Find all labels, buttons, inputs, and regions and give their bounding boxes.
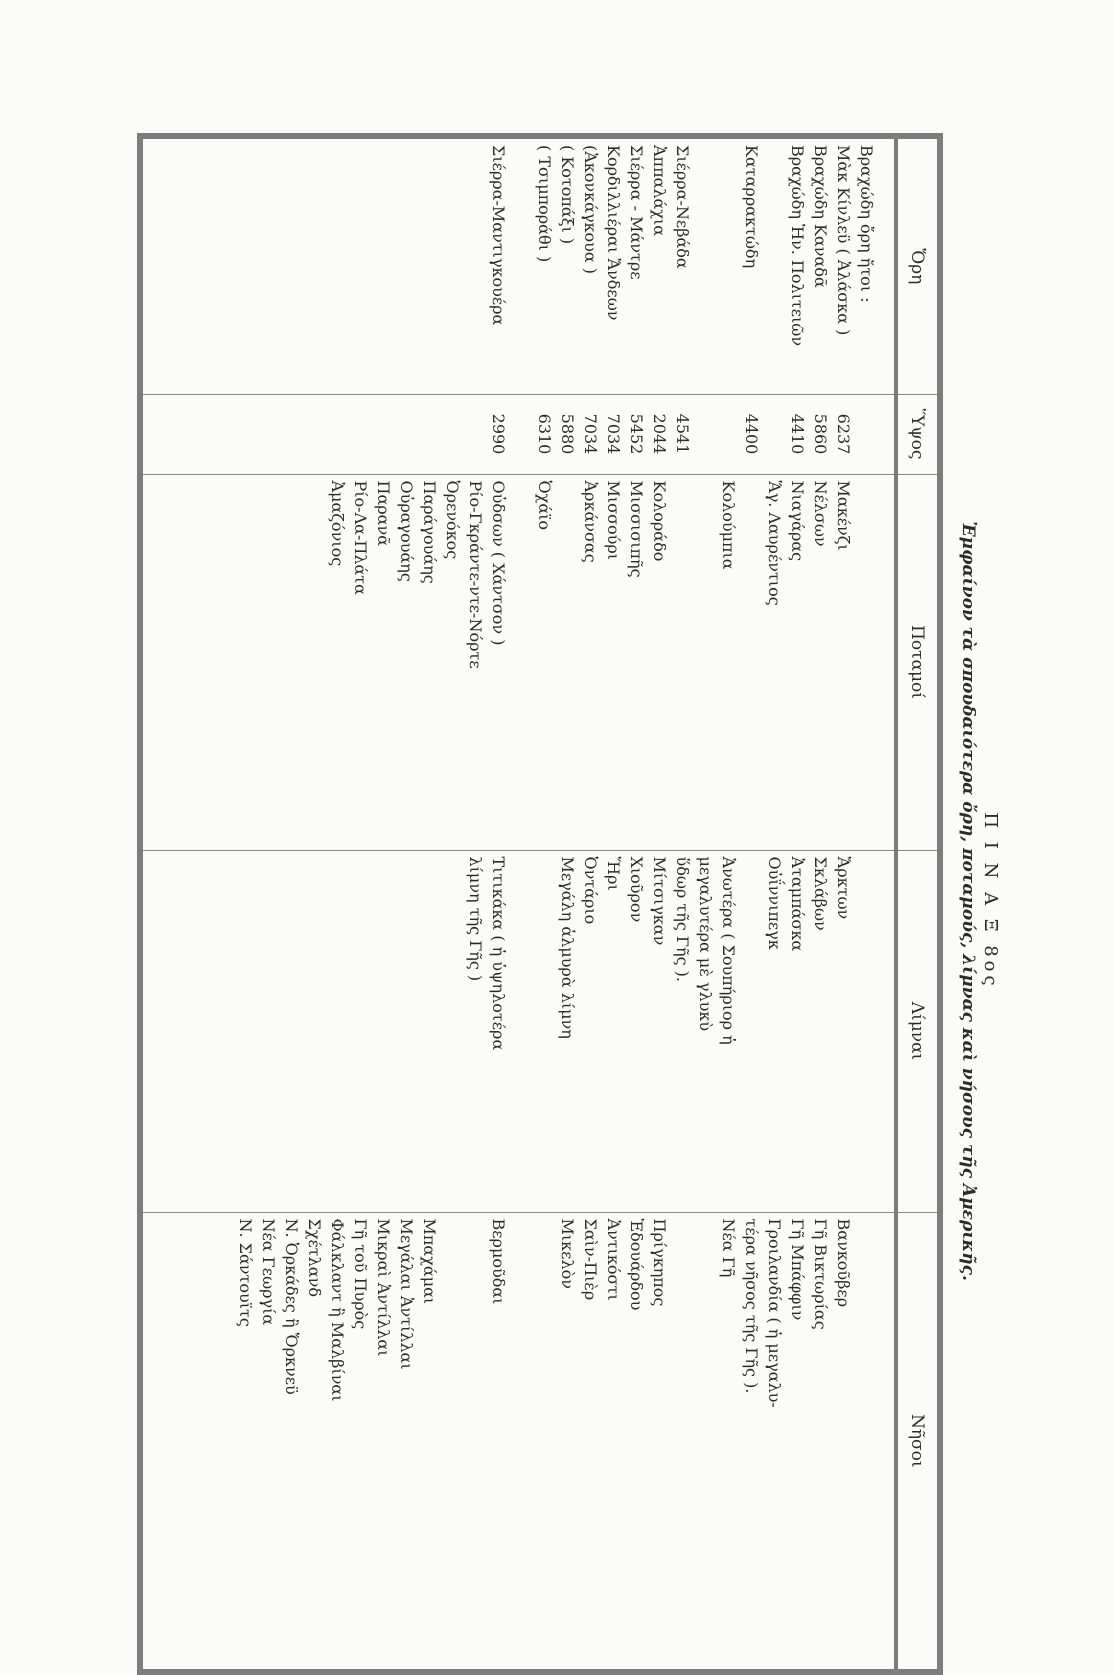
cell-line: [740, 481, 763, 844]
cell-line: Οὐΐννιπεγκ: [765, 856, 784, 950]
cell-line: [533, 1219, 556, 1664]
cell-line: Ὀντάριο: [581, 856, 600, 925]
header-islands: Νῆσοι: [896, 1212, 940, 1672]
cell-line: Τιτικάκα ( ἡ ὑψηλοτέρα: [489, 856, 508, 1051]
cell-line: [510, 401, 533, 468]
cell-line: Ὀρενόκος: [443, 480, 462, 560]
cell-line: Γῆ Βικτωρίας: [811, 1218, 830, 1330]
cell-line: Ἅγ. Λαυρέντιος: [765, 480, 784, 606]
cell-line: Ἀνωτέρα ( Σουπήριορ ἡ: [719, 856, 738, 1045]
cell-line: Οὐδσων ( Χάντσον ): [489, 480, 508, 646]
cell-line: Νέα Γεωργία: [259, 1218, 278, 1326]
cell-line: 6237: [834, 413, 853, 455]
cell-line: [855, 481, 878, 844]
rivers-cell: [140, 474, 896, 850]
cell-line: Μισσούρι: [604, 480, 623, 561]
table-heading: [957, 133, 1001, 1669]
cell-line: 4410: [788, 413, 807, 455]
cell-line: Κορδιλλιέραι Ἄνδεων: [604, 145, 623, 321]
cell-line: Ἤρι: [604, 856, 623, 891]
cell-line: Σχέτλανδ: [305, 1218, 324, 1297]
cell-line: τέρα νῆσος τῆς Γῆς ).: [742, 1218, 761, 1394]
cell-line: Βραχώδη Καναδᾶ: [811, 145, 830, 288]
cell-line: 7034: [604, 413, 623, 455]
cell-line: Βερμοῦδαι: [489, 1218, 508, 1305]
cell-line: Μίτσιγκαν: [650, 856, 669, 946]
cell-line: Βραχώδη ὄρη ἤτοι :: [857, 145, 876, 303]
cell-line: Ν. Ὀρκάδες ἢ Ὄρκνεϋ: [282, 1218, 301, 1395]
cell-line: [671, 481, 694, 844]
cell-line: 5452: [627, 413, 646, 455]
cell-line: [694, 145, 717, 388]
cell-line: [533, 857, 556, 1206]
cell-line: [671, 1219, 694, 1664]
cell-line: Μεγάλαι Ἀντίλλαι: [397, 1218, 416, 1370]
cell-line: [694, 401, 717, 468]
mountains-cell: [140, 136, 896, 394]
cell-line: Κολοράδο: [650, 480, 669, 562]
table-row: [140, 136, 896, 1672]
cell-line: Φάλκλαντ ἢ Μαλβίναι: [328, 1218, 347, 1402]
cell-line: [855, 1219, 878, 1664]
cell-line: μεγαλυτέρα μὲ γλυκὺ: [696, 856, 715, 1032]
cell-line: [441, 1219, 464, 1664]
cell-line: Παρανᾶ: [374, 480, 393, 546]
cell-line: 2990: [489, 413, 508, 455]
header-lakes: Λίμναι: [896, 850, 940, 1212]
cell-line: [855, 857, 878, 1206]
header-row: [896, 136, 940, 1672]
islands-cell: [140, 1212, 896, 1672]
cell-line: Ρίο-Γκράντε-ντε-Νόρτε: [466, 480, 485, 669]
cell-line: Μακένζι: [834, 480, 853, 551]
cell-line: [717, 145, 740, 388]
header-height: Ὕψος: [896, 394, 940, 474]
cell-line: Γῆ Μπάφφιν: [788, 1218, 807, 1321]
cell-line: Καταρρακτώδη: [742, 145, 761, 269]
cell-line: 7034: [581, 413, 600, 455]
cell-line: [763, 401, 786, 468]
cell-line: (Ἀκονκάγκουα ): [581, 145, 600, 275]
cell-line: 4541: [673, 413, 692, 455]
table-subtitle: Ἐμφαίνον τὰ σπουδαιότερα ὄρη, ποταμούς, λίμνας καὶ νήσους τῆς Ἀμερικῆς.: [958, 521, 978, 1281]
cell-line: 4400: [742, 413, 761, 455]
cell-line: Κολούμπια: [719, 480, 738, 570]
cell-line: Βανκοῦβερ: [834, 1218, 853, 1308]
cell-line: Νιαγάρας: [788, 480, 807, 562]
cell-line: 5880: [558, 413, 577, 455]
cell-line: [510, 1219, 533, 1664]
cell-line: ( Τσιμποράθι ): [535, 145, 554, 263]
cell-line: ὕδωρ τῆς Γῆς ).: [673, 856, 692, 982]
cell-line: Γῆ τοῦ Πυρὸς: [351, 1218, 370, 1330]
cell-line: Μισσισιπῆς: [627, 480, 646, 578]
cell-line: Ἐδουάρδου: [627, 1218, 646, 1311]
cell-line: [556, 481, 579, 844]
cell-line: Χιοῦρον: [627, 856, 646, 923]
cell-line: [694, 481, 717, 844]
cell-line: Ἀρκάνσας: [581, 480, 600, 563]
cell-line: Γροιλανδία ( ἡ μεγαλυ-: [765, 1218, 784, 1408]
cell-line: Βραχώδη Ἠν. Πολιτειῶν: [788, 145, 807, 347]
cell-line: Παράγουάης: [420, 480, 439, 584]
cell-line: [510, 481, 533, 844]
cell-line: Ἀμαζόνιος: [328, 480, 347, 567]
cell-line: Ἄρκτων: [834, 856, 853, 920]
cell-line: Σαὶν-Πιὲρ: [581, 1218, 600, 1301]
header-mountains: Ὄρη: [896, 136, 940, 394]
cell-line: [740, 857, 763, 1206]
table-title: Π Ι Ν Α Ξ 8ος: [980, 812, 1001, 990]
cell-line: Νέα Γῆ: [719, 1218, 738, 1278]
cell-line: Ἀντικόστι: [604, 1218, 623, 1301]
lakes-cell: [140, 850, 896, 1212]
cell-line: 6310: [535, 413, 554, 455]
cell-line: Μικραὶ Ἀντίλλαι: [374, 1218, 393, 1357]
cell-line: Σιέρρα - Μάντρε: [627, 145, 646, 280]
cell-line: λίμνη τῆς Γῆς ): [466, 856, 485, 982]
cell-line: Ἀππαλάχια: [650, 145, 669, 237]
cell-line: Ν. Σάντουϊτς: [236, 1218, 255, 1327]
cell-line: Σκλάβων: [811, 856, 830, 931]
cell-line: Σιέρρα-Νεβάδα: [673, 145, 692, 269]
cell-line: 5860: [811, 413, 830, 455]
cell-line: [464, 1219, 487, 1664]
header-rivers: Ποταμοί: [896, 474, 940, 850]
rotated-page: [137, 133, 1001, 1669]
cell-line: [694, 1219, 717, 1664]
cell-line: Νέλσων: [811, 480, 830, 547]
cell-line: [763, 145, 786, 388]
cell-line: Ρίο-Λα-Πλάτα: [351, 480, 370, 595]
cell-line: Ἀταμπάσκα: [788, 856, 807, 952]
cell-line: [510, 857, 533, 1206]
cell-line: 2044: [650, 413, 669, 455]
cell-line: [510, 145, 533, 388]
height-cell: [140, 394, 896, 474]
cell-line: Ὀχάϊο: [535, 480, 554, 531]
cell-line: Μὰκ Κίνλεϋ ( Ἀλάσκα ): [834, 145, 853, 336]
cell-line: [717, 401, 740, 468]
cell-line: Οὐραγουάης: [397, 480, 416, 582]
cell-line: [855, 401, 878, 468]
cell-line: Μπαχάμαι: [420, 1218, 439, 1305]
cell-line: Μικελὸν: [558, 1218, 577, 1289]
cell-line: ( Κοτοπάξι ): [558, 145, 577, 245]
cell-line: Σιέρρα-Μαντιγκουέρα: [489, 145, 508, 326]
cell-line: Πρίγκηπος: [650, 1218, 669, 1307]
cell-line: Μεγάλη ἁλμυρὰ λίμνη: [558, 856, 577, 1039]
data-table: [137, 133, 943, 1675]
